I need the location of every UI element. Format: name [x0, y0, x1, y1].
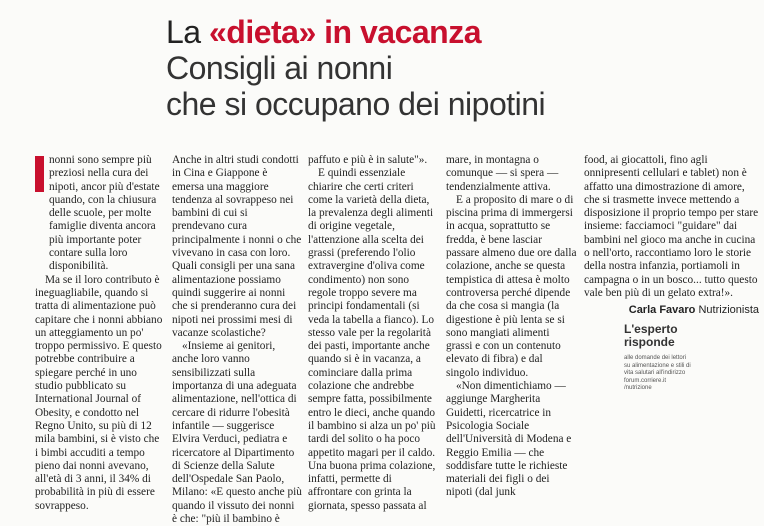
- article-column-1: [35, 154, 163, 513]
- expert-box-title-1: L'esperto: [624, 322, 678, 336]
- headline-line-1: [166, 14, 756, 50]
- author-role: Nutrizionista: [698, 304, 759, 317]
- headline-line-3: che si occupano dei nipotini: [166, 86, 546, 122]
- author-name: Carla Favaro: [628, 304, 696, 317]
- paragraph: Ma se il loro contributo è ineguagliabile, quando si tratta di alimentazione può capitare che i nonni abbiano un atteggiamento un po' troppo permissivo. E questo potrebbe contribuire a spiegare perché in uno studio pubblicato su International Journal of Obesity, e condotto nel Regno Unito, su più di 12 mila bambini, si è visto che i bimbi accuditi a tempo pieno dai nonni avevano, all'età di 3 anni, il 34% di probabilità in più di essere sovrappeso.: [35, 273, 163, 512]
- paragraph: «Non dimentichiamo — aggiunge Margherita Guidetti, ricercatrice in Psicologia Sociale dell'Università di Modena e Reggio Emilia — che soddisfare tutte le richieste materiali dei figli o dei nipoti (dal junk: [446, 380, 572, 499]
- headline: [166, 14, 756, 122]
- article-column-3: [308, 154, 438, 513]
- paragraph: nonni sono sempre più preziosi nella cura dei nipoti, ancor più d'estate quando, con la chiusura delle scuole, per molte famiglie diventa ancora più importante poter contare sulla loro disponibilità.: [49, 154, 160, 273]
- paragraph: paffuto e più è in salute"».: [308, 154, 428, 166]
- paragraph: «Insieme ai genitori, anche loro vanno sensibilizzati sulla importanza di una adeguata alimentazione, nell'ottica di cercare di ridurre l'obesità infantile — suggerisce Elvira Verduci, pediatra e ricercatore al Dipartimento di Scienze della Salute dell'Ospedale San Paolo, Milano: «E questo anche più quando il vissuto dei nonni è che: "più il bambino è: [172, 340, 302, 526]
- paragraph: E quindi essenziale chiarire che certi criteri come la varietà della dieta, la prevalenza degli alimenti di origine vegetale, l'attenzione alla scelta dei grassi (preferendo l'olio extravergine d'oliva come condimento) non sono regole troppo severe ma principi fondamentali (si veda la tabella a fianco). Lo stesso vale per la regolarità dei pasti, importante anche quando si è in vacanza, a cominciare dalla prima colazione che andrebbe sempre fatta, possibilmente entro le dieci, anche quando il bambino si alza un po' più tardi del solito o ha poco appetito magari per il caldo. Una buona prima colazione, infatti, permette di affrontare con grinta la giornata, spesso passata al: [308, 167, 436, 512]
- expert-box-title-2: risponde: [624, 335, 675, 349]
- headline-prefix: La: [166, 14, 209, 50]
- paragraph: food, ai giocattoli, fino agli onnipresenti cellulari e tablet) non è affatto una dimostrazione di amore, che si trasmette invece mettendo a disposizione il proprio tempo per stare insieme: facciamoci "guidare" dai bambini nel gioco ma anche in cucina o nell'orto, raccontiamo loro le storie della nostra infanzia, portiamoli in campagna o in un bosco... tutto questo vale ben più di un gelato extra!».: [584, 154, 759, 299]
- expert-box: [624, 323, 754, 393]
- headline-line-2: Consigli ai nonni: [166, 50, 393, 86]
- author-signature: [584, 304, 759, 317]
- headline-highlight: «dieta» in vacanza: [208, 14, 482, 50]
- article-column-5: [584, 154, 759, 318]
- paragraph: Anche in altri studi condotti in Cina e Giappone è emersa una maggiore tendenza al sovrappeso nei bambini di cui si prendevano cura principalmente i nonni o che vivevano in casa con loro. Quali consigli per una sana alimentazione possiamo quindi suggerire ai nonni che si prenderanno cura dei nipoti nei prossimi mesi di vacanze scolastiche?: [172, 154, 302, 339]
- article-column-4: [446, 154, 578, 500]
- expert-box-body: alle domande dei lettori su alimentazione e stili di vita salutari all'indirizzo forum.corriere.it /nutrizione: [624, 355, 691, 391]
- paragraph: E a proposito di mare o di piscina prima di immergersi in acqua, soprattutto se fredda, è bene lasciar passare almeno due ore dalla colazione, anche se questa tempistica di attesa è molto controversa perché dipende da che cosa si mangia (la digestione è più lenta se si sono mangiati alimenti grassi e con un contenuto elevato di fibra) e dal singolo individuo.: [446, 193, 577, 379]
- article-column-2: [172, 154, 302, 526]
- paragraph: mare, in montagna o comunque — si spera — tendenzialmente attiva.: [446, 154, 559, 193]
